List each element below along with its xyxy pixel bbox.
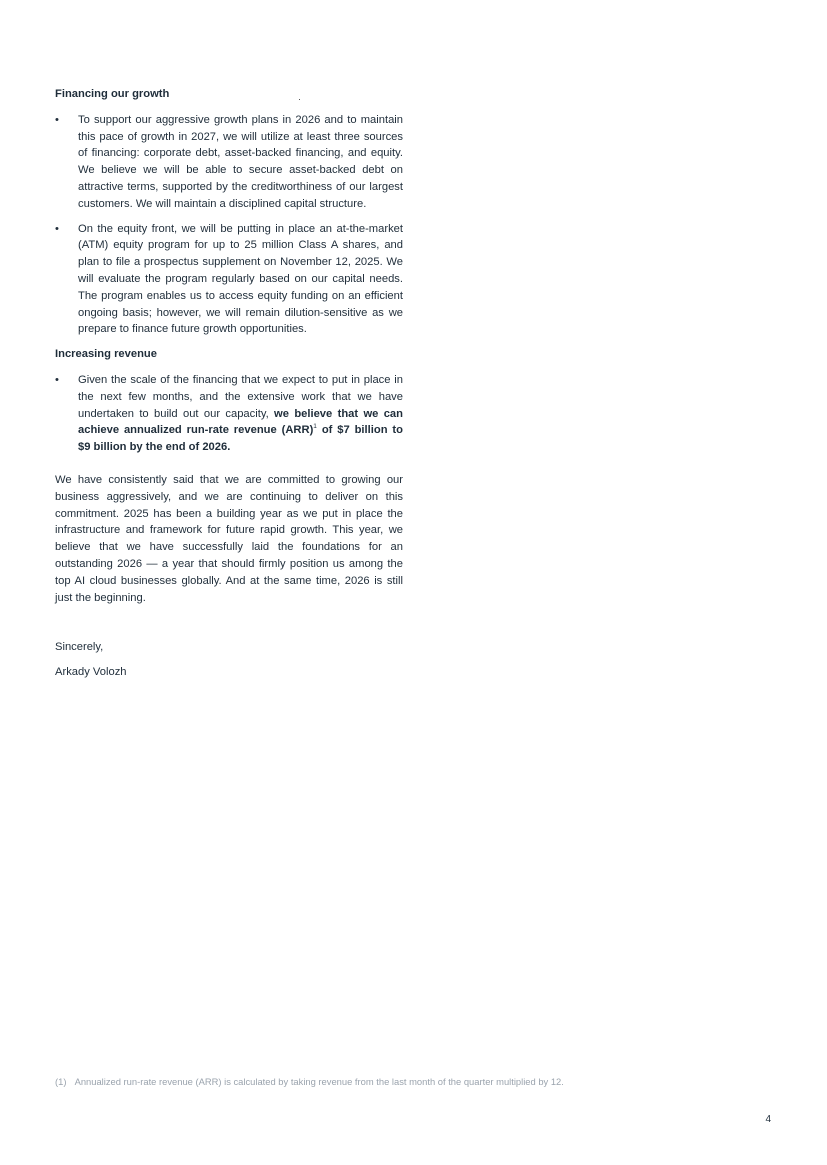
footnote-text: Annualized run-rate revenue (ARR) is calculated by taking revenue from the last month of the quarter multiplied by 12. bbox=[74, 1076, 564, 1087]
page-number: 4 bbox=[765, 1114, 771, 1125]
sign-off-block bbox=[55, 639, 403, 681]
financing-bullet-2-text: On the equity front, we will be putting in place an at-the-market (ATM) equity program for up to 25 million Class A shares, and plan to file a prospectus supplement on November 12, 2025. We will evaluate the program regularly based on our capital needs. The program enables us to access equity funding on an efficient ongoing basis; however, we will remain dilution-sensitive as we prepare to finance future growth opportunities. bbox=[78, 222, 403, 336]
footnote-reference[interactable]: 1 bbox=[313, 422, 317, 430]
financing-heading: Financing our growth bbox=[55, 88, 170, 100]
revenue-bullet-emphasis-end: of $7 billion to $9 billion by the end of 2026. bbox=[78, 424, 403, 454]
list-item bbox=[55, 112, 403, 213]
sign-off: Sincerely, bbox=[55, 641, 104, 654]
closing-paragraph: We have consistently said that we are committed to growing our business aggressively, and we are continuing to deliver on this commitment. 2025 has been a building year as we put in place the infrastructure and framework for future rapid growth. This year, we believe that we have successfully laid the foundations for an outstanding 2026 — a year that should firmly position us among the top AI cloud businesses globally. And at the same time, 2026 is still just the beginning. bbox=[55, 473, 403, 604]
bullet-icon: • bbox=[55, 113, 59, 126]
revenue-bullet-text: Given the scale of the financing that we expect to put in place in the next few months, and the extensive work that we have undertaken to build out our capacity, bbox=[78, 373, 403, 420]
footnote-number: (1) bbox=[55, 1076, 67, 1087]
financing-list bbox=[55, 112, 403, 338]
bullet-icon: • bbox=[55, 222, 59, 235]
signature-name: Arkady Volozh bbox=[55, 666, 127, 679]
revenue-heading: Increasing revenue bbox=[55, 348, 157, 361]
footnote bbox=[55, 1076, 564, 1087]
list-item bbox=[55, 221, 403, 339]
revenue-list bbox=[55, 372, 403, 456]
bullet-icon: • bbox=[55, 373, 59, 386]
revenue-bullet-emphasis: we believe that we can achieve annualized run-rate revenue (ARR) bbox=[78, 407, 403, 437]
letter-body bbox=[55, 86, 403, 689]
financing-bullet-1-text: To support our aggressive growth plans in 2026 and to maintain this pace of growth in 2027, we will utilize at least three sources of financing: corporate debt, asset-backed financing, and equity. We believe we will be able to secure asset-backed debt on attractive terms, supported by the creditworthiness of our largest customers. We will maintain a disciplined capital structure. bbox=[78, 113, 403, 210]
list-item bbox=[55, 372, 403, 456]
